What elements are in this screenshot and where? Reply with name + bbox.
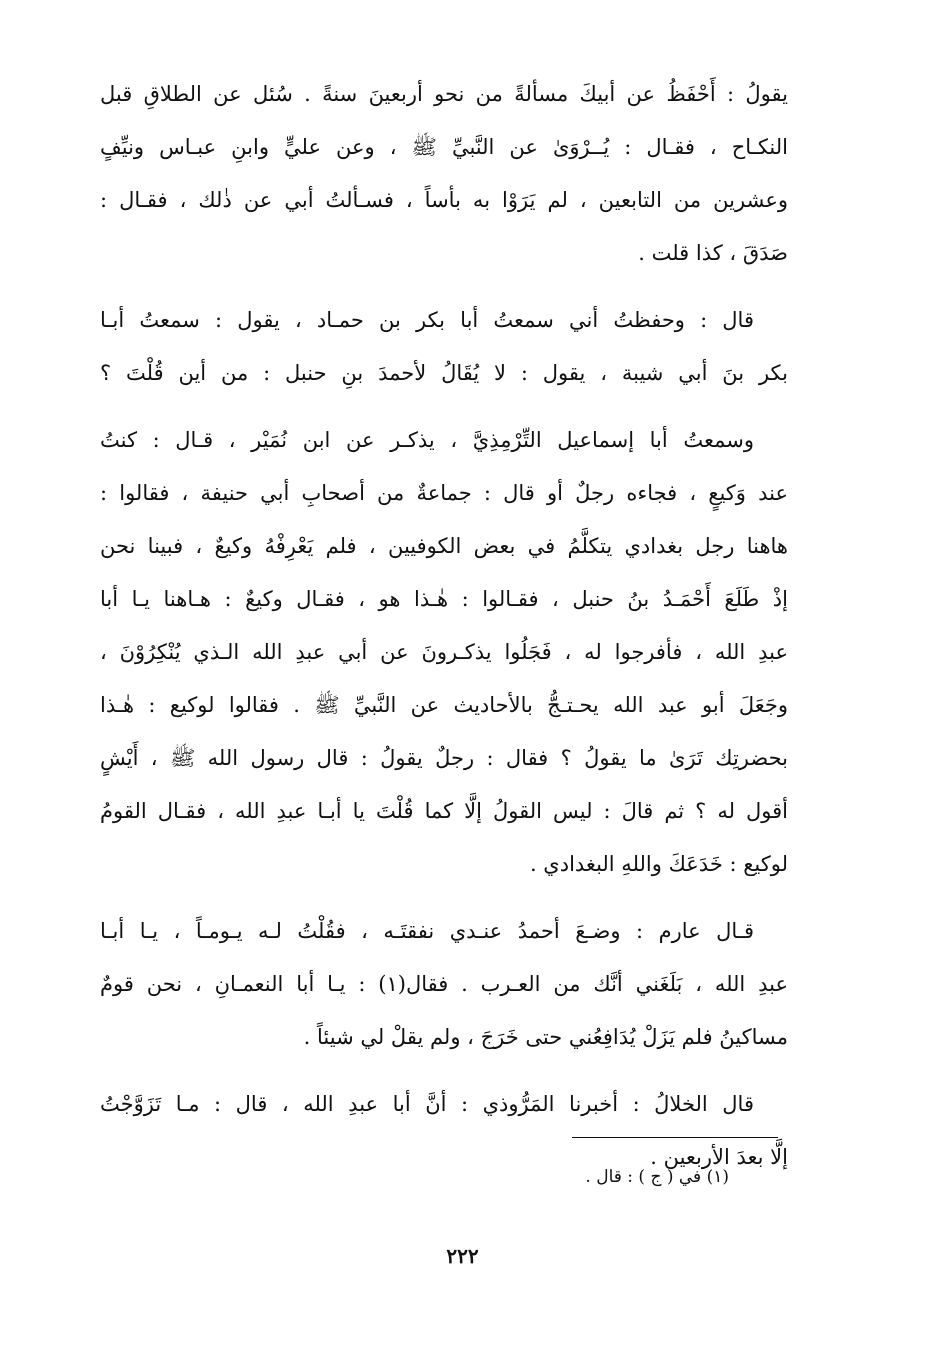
text-line: النكـاح ، فقـال : يُــرْوَىٰ عن النَّبيِّ ﷺ ، وعن عليٍّ وابنِ عبـاس ونيِّفٍ (100, 135, 788, 159)
text-line: أقول له ؟ ثم قالَ : ليس القولُ إلَّا كما قُلْتَ يا أبـا عبدِ الله ، فقـال القومُ (100, 799, 788, 823)
text-line: هاهنا رجل بغدادي يتكلَّمُ في بعض الكوفيين ، فلم يَعْرِفْهُ وكيعٌ ، فبينا نحن (100, 534, 788, 558)
text-line: مساكينُ فلم يَزَلْ يُدَافِعُني حتى خَرَجَ ، ولم يقلْ لي شيئاً . (303, 1025, 788, 1049)
footnote: (١) في ( ج ) : قال . (585, 1167, 729, 1187)
page-number: ٢٢٢ (446, 1244, 479, 1268)
paragraph-4 (100, 905, 788, 1064)
text-line: وجَعَلَ أبو عبد الله يحـتـجُّ بالأحاديث عن النَّبيِّ ﷺ . فقالوا لوكيع : هٰـذا (100, 693, 788, 717)
text-line: يقولُ : أَحْفَظُ عن أبيكَ مسألةً من نحو أربعينَ سنةً . سُئل عن الطلاقِ قبل (100, 82, 788, 106)
text-line: عند وَكيعٍ ، فجاءه رجلٌ أو قال : جماعةٌ من أصحابِ أبي حنيفة ، فقالوا : (100, 481, 788, 505)
text-line: بحضرتِك تَرَىٰ ما يقولُ ؟ فقال : رجلٌ يقولُ : قال رسول الله ﷺ ، أَيْشٍ (100, 746, 788, 770)
text-line: قال : وحفظتُ أني سمعتُ أبا بكر بن حمـاد ، يقول : سمعتُ أبـا (100, 308, 754, 332)
page-body (100, 68, 788, 1184)
paragraph-2 (100, 294, 788, 400)
text-line: قال الخلالُ : أخبرنا المَرُّوذي : أنَّ أبا عبدِ الله ، قال : مـا تَزَوَّجْتُ (100, 1092, 754, 1116)
text-line: وسمعتُ أبا إسماعيل التِّرْمِذِيَّ ، يذكـر عن ابن نُمَيْر ، قـال : كنتُ (100, 428, 754, 452)
text-line: عبدِ الله ، فأفرجوا له ، فَجَلُوا يذكـرونَ عن أبي عبدِ الله الـذي يُنْكِرُوْنَ ، (100, 640, 788, 664)
text-line: بكر بنَ أبي شيبة ، يقول : لا يُقَالُ لأحمدَ بنِ حنبل : من أين قُلْتَ ؟ (100, 361, 788, 385)
text-line: إذْ طَلَعَ أَحْمَـدُ بنُ حنبل ، فقـالوا : هٰـذا هو ، فقـال وكيعٌ : هـاهنا يـا أبا (100, 587, 788, 611)
text-line: قـال عارم : وضـعَ أحمدُ عنـدي نفقتَـه ، فقُلْتُ لـه يـومـاً ، يـا أبـا (100, 919, 754, 943)
footnote-divider (572, 1137, 778, 1138)
paragraph-3 (100, 414, 788, 891)
paragraph-1 (100, 68, 788, 280)
text-line: عبدِ الله ، بَلَغَني أنَّك من العـرب . فقال(١) : يـا أبا النعمـانِ ، نحن قومٌ (100, 972, 788, 996)
text-line: لوكيع : خَدَعَكَ واللهِ البغدادي . (529, 852, 788, 876)
text-line: إلَّا بعدَ الأربعين . (650, 1145, 788, 1169)
text-line: صَدَقَ ، كذا قلت . (638, 241, 788, 265)
text-line: وعشرين من التابعين ، لم يَرَوْا به بأساً ، فسـألتُ أبي عن ذٰلك ، فقـال : (100, 188, 788, 212)
